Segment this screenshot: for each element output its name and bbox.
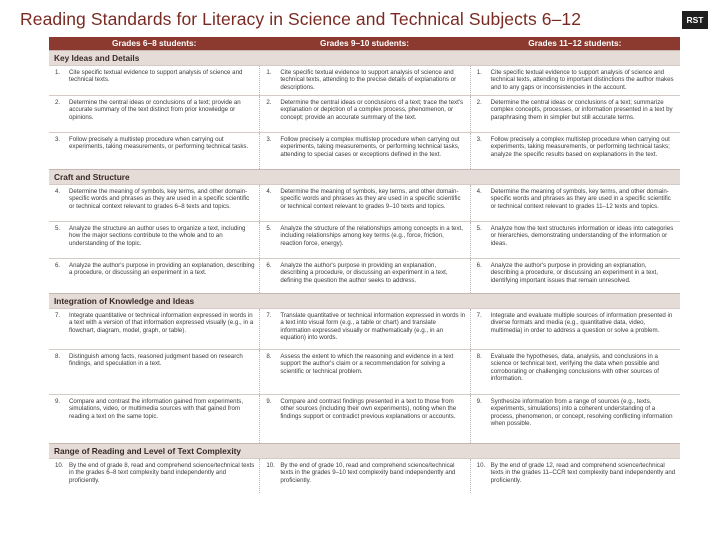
standard-text: Analyze how the text structures information or ideas into categories or hierarchies, demonstrating understanding of the information or ideas. [490, 225, 674, 247]
standard-cell [259, 459, 469, 493]
standard-cell [470, 222, 680, 258]
table-row [49, 349, 680, 394]
standard-number: 3. [55, 136, 61, 143]
standard-number: 7. [476, 312, 482, 319]
standard-cell [49, 185, 259, 221]
standard-number: 1. [476, 69, 482, 76]
standard-text: By the end of grade 8, read and comprehend science/technical texts in the grades 6–8 text complexity band independently and proficiently. [69, 462, 255, 484]
standard-cell [259, 259, 469, 293]
standard-text: Analyze the author's purpose in providing an explanation, describing a procedure, or discussing an experiment in a text, defining the question the author seeks to address. [280, 262, 448, 284]
table-row [49, 184, 680, 221]
standard-text: Translate quantitative or technical information expressed in words in a text into visual form (e.g., a table or chart) and translate information expressed visually or mathematically (e.g., in an equation) into words. [280, 312, 466, 342]
standard-cell [49, 309, 259, 349]
standard-text: Follow precisely a multistep procedure when carrying out experiments, taking measurements, or performing technical tasks. [69, 136, 249, 151]
standard-number: 2. [266, 99, 272, 106]
standard-number: 10. [55, 462, 64, 469]
standard-cell [259, 350, 469, 394]
rst-badge: RST [682, 11, 708, 29]
standard-number: 2. [476, 99, 482, 106]
section-heading: Integration of Knowledge and Ideas [49, 293, 680, 308]
standard-number: 2. [55, 99, 61, 106]
standard-cell [259, 222, 469, 258]
table-body [49, 50, 680, 493]
table-row [49, 394, 680, 443]
standard-text: Determine the central ideas or conclusions of a text; trace the text's explanation or depiction of a complex process, phenomenon, or concept; provide an accurate summary of the text. [280, 99, 464, 121]
column-header-grades-9-10: Grades 9–10 students: [319, 38, 409, 48]
column-header-grades-6-8: Grades 6–8 students: [111, 38, 197, 48]
standard-text: Analyze the structure an author uses to organize a text, including how the major sections contribute to the whole and to an understanding of the topic. [69, 225, 246, 247]
standard-number: 8. [266, 353, 272, 360]
standard-cell [49, 133, 259, 169]
page-title: Reading Standards for Literacy in Science and Technical Subjects 6–12 [20, 9, 582, 29]
standard-cell [259, 96, 469, 132]
standard-text: Determine the central ideas or conclusions of a text; provide an accurate summary of the text distinct from prior knowledge or opinions. [69, 99, 241, 121]
standard-number: 9. [476, 398, 482, 405]
standard-text: Integrate and evaluate multiple sources of information presented in diverse formats and media (e.g., quantitative data, video, multimedia) in order to address a question or solve a problem. [490, 312, 673, 334]
standard-cell [49, 350, 259, 394]
standard-number: 3. [266, 136, 272, 143]
standard-number: 1. [55, 69, 61, 76]
standard-text: Follow precisely a complex multistep procedure when carrying out experiments, taking measurements, or performing technical tasks, attending to special cases or exceptions defined in the text. [280, 136, 460, 158]
standard-number: 8. [55, 353, 61, 360]
standard-number: 10. [476, 462, 486, 469]
standard-cell [470, 66, 680, 95]
standard-text: Analyze the structure of the relationships among concepts in a text, including relationships among key terms (e.g., force, friction, reaction force, energy). [280, 225, 463, 247]
standard-cell [470, 133, 680, 169]
standard-cell [470, 350, 680, 394]
standard-number: 5. [476, 225, 482, 232]
standard-number: 4. [476, 188, 482, 195]
standard-number: 7. [266, 312, 272, 319]
standard-cell [49, 66, 259, 95]
column-header-row [49, 37, 680, 50]
table-row [49, 95, 680, 132]
standard-cell [49, 222, 259, 258]
standard-text: Integrate quantitative or technical information expressed in words in a text with a version of that information expressed visually (e.g., in a flowchart, diagram, model, graph, or table). [69, 312, 254, 334]
standard-cell [49, 395, 259, 443]
standard-cell [470, 185, 680, 221]
standard-text: Analyze the author's purpose in providing an explanation, describing a procedure, or discussing an experiment in a text, identifying important issues that remain unresolved. [490, 262, 658, 284]
standard-cell [470, 309, 680, 349]
standards-table [49, 37, 680, 493]
standard-text: By the end of grade 12, read and comprehend science/technical texts in the grades 11–CCR text complexity band independently and proficiently. [490, 462, 676, 484]
standard-text: Cite specific textual evidence to support analysis of science and technical texts, attending to important distinctions the author makes and to any gaps or inconsistencies in the account. [490, 69, 674, 91]
standard-cell [470, 395, 680, 443]
standard-number: 1. [266, 69, 272, 76]
table-row [49, 132, 680, 169]
section-heading: Craft and Structure [49, 169, 680, 184]
standard-text: Evaluate the hypotheses, data, analysis, and conclusions in a science or technical text, verifying the data when possible and corroborating or challenging conclusions with other sources of information. [490, 353, 659, 383]
standard-number: 5. [266, 225, 272, 232]
standard-text: Cite specific textual evidence to support analysis of science and technical texts. [69, 69, 243, 84]
standard-cell [259, 66, 469, 95]
standard-number: 9. [266, 398, 272, 405]
standard-text: Compare and contrast findings presented in a text to those from other sources (including their own experiments), noting when the findings support or contradict previous explanations or accounts. [280, 398, 457, 420]
table-row [49, 65, 680, 95]
standard-text: Follow precisely a complex multistep procedure when carrying out experiments, taking measurements, or performing technical tasks; analyze the specific results based on explanations in the text. [490, 136, 670, 158]
standard-text: Determine the meaning of symbols, key terms, and other domain-specific words and phrases as they are used in a specific scientific or technical context relevant to grades 11–12 texts and topics. [490, 188, 671, 210]
standard-cell [259, 309, 469, 349]
section-heading: Key Ideas and Details [49, 50, 680, 65]
standard-number: 5. [55, 225, 61, 232]
standard-cell [49, 259, 259, 293]
section-heading: Range of Reading and Level of Text Complexity [49, 443, 680, 458]
standard-number: 6. [266, 262, 272, 269]
standard-text: Assess the extent to which the reasoning and evidence in a text support the author's claim or a recommendation for solving a scientific or technical problem. [280, 353, 454, 375]
standard-cell [259, 133, 469, 169]
table-row [49, 458, 680, 493]
standard-text: Cite specific textual evidence to support analysis of science and technical texts, attending to the precise details of explanations or descriptions. [280, 69, 457, 91]
standard-text: Determine the meaning of symbols, key terms, and other domain-specific words and phrases as they are used in a specific scientific or technical context relevant to grades 9–10 texts and topics. [280, 188, 461, 210]
standard-text: Compare and contrast the information gained from experiments, simulations, video, or multimedia sources with that gained from reading a text on the same topic. [69, 398, 244, 420]
standard-cell [470, 96, 680, 132]
standard-number: 7. [55, 312, 61, 319]
standard-text: By the end of grade 10, read and comprehend science/technical texts in the grades 9–10 text complexity band independently and proficiently. [280, 462, 456, 484]
standard-text: Synthesize information from a range of sources (e.g., texts, experiments, simulations) into a coherent understanding of a process, phenomenon, or concept, resolving conflicting information when possible. [490, 398, 673, 428]
standard-number: 9. [55, 398, 61, 405]
standard-number: 4. [55, 188, 61, 195]
column-header-grades-11-12: Grades 11–12 students: [528, 38, 622, 48]
standard-text: Determine the central ideas or conclusions of a text; summarize complex concepts, processes, or information presented in a text by paraphrasing them in simpler but still accurate terms. [490, 99, 673, 121]
standard-number: 3. [476, 136, 482, 143]
standard-cell [470, 459, 680, 493]
table-row [49, 308, 680, 349]
table-row [49, 258, 680, 293]
standard-cell [259, 395, 469, 443]
standard-number: 6. [476, 262, 482, 269]
standard-number: 6. [55, 262, 61, 269]
standard-text: Distinguish among facts, reasoned judgment based on research findings, and speculation in a text. [69, 353, 243, 368]
standard-number: 8. [476, 353, 482, 360]
standard-cell [470, 259, 680, 293]
standard-cell [49, 459, 259, 493]
standard-text: Analyze the author's purpose in providing an explanation, describing a procedure, or discussing an experiment in a text. [69, 262, 255, 277]
standard-cell [49, 96, 259, 132]
standard-cell [259, 185, 469, 221]
table-row [49, 221, 680, 258]
standard-number: 4. [266, 188, 272, 195]
standard-text: Determine the meaning of symbols, key terms, and other domain-specific words and phrases as they are used in a specific scientific or technical context relevant to grades 6–8 texts and topics. [69, 188, 250, 210]
standard-number: 10. [266, 462, 275, 469]
